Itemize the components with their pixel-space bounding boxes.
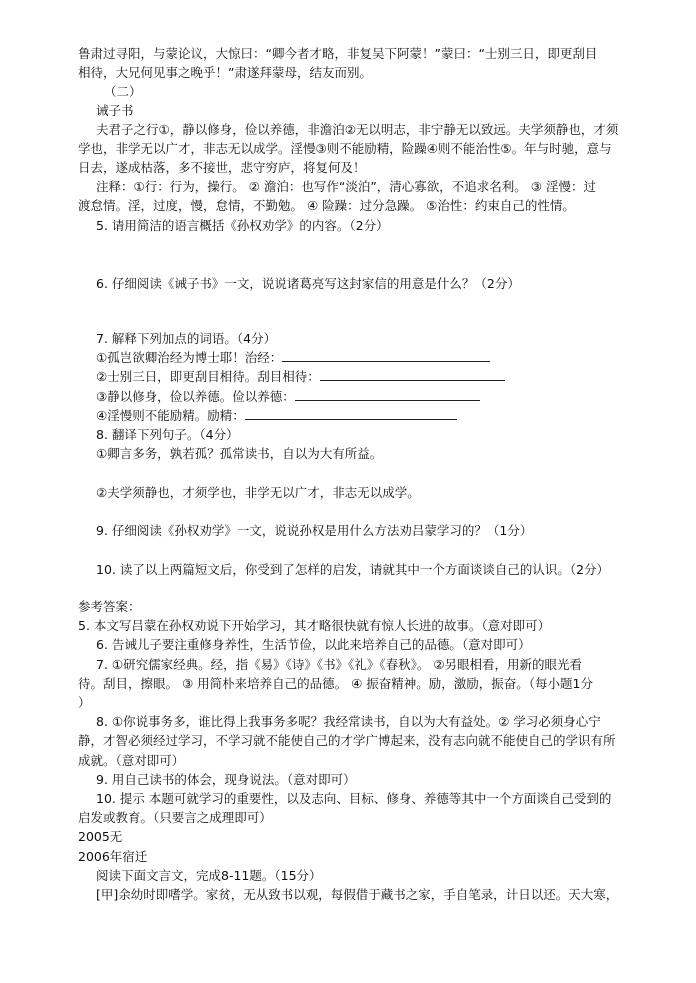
- question-7-item-1: [96, 348, 656, 367]
- answer-6: 6. 告诫儿子要注重修身养性，生活节俭，以此来培养自己的品德。（意对即可）: [96, 637, 531, 652]
- text-line: 相待，大兄何见事之晚乎！”肃遂拜蒙母，结友而别。: [78, 65, 372, 80]
- item-text: ④淫慢则不能励精。励精：: [96, 408, 245, 423]
- answer-10: 10. 提示 本题可就学习的重要性，以及志向、目标、修身、养德等其中一个方面谈自己受到的: [96, 791, 612, 806]
- answer-blank: [295, 388, 480, 401]
- text-line: 鲁肃过寻阳，与蒙论议，大惊曰：“卿今者才略，非复吴下阿蒙！”蒙曰：“士别三日，即更刮目: [78, 46, 598, 61]
- item-text: ①孤岂欲卿治经为博士耶！治经：: [96, 350, 283, 365]
- annotation-line: 渡怠情。淫，过度，慢，怠情，不勤勉。 ④ 险躁：过分急躁。 ⑤治性：约束自己的性情。: [78, 198, 575, 213]
- answer-8-cont: 成就。（意对即可）: [78, 753, 185, 768]
- answer-7-cont: 待。刮目，擦眼。 ③ 用简朴来培养自己的品德。 ④ 振奋精神。励，激励，振奋。（每小题1分: [78, 676, 594, 691]
- text-line: 学也，非学无以广才，非志无以成学。淫慢③则不能励精，险躁④则不能治性⑤。年与时驰，意与: [78, 141, 612, 156]
- question-7-item-3: [96, 387, 656, 406]
- text-line: [甲]余幼时即嗜学。家贫，无从致书以观，每假借于藏书之家，手自笔录，计日以还。天大寒，: [96, 887, 619, 902]
- year-heading: 2005无: [78, 829, 123, 844]
- question-10: 10. 读了以上两篇短文后，你受到了怎样的启发，请就其中一个方面谈谈自己的认识。（2分）: [96, 562, 610, 577]
- answer-10-cont: 启发或教育。（只要言之成理即可）: [78, 810, 272, 825]
- answer-blank: [282, 349, 490, 362]
- text-line: 日去，遂成枯落，多不接世，悲守穷庐，将复何及！: [78, 160, 366, 175]
- item-text: ③静以修身，俭以养德。俭以养德：: [96, 389, 295, 404]
- question-5: 5. 请用简洁的语言概括《孙权劝学》的内容。（2分）: [96, 218, 389, 233]
- year-heading: 2006年宿迁: [78, 849, 148, 864]
- section-title: 诫子书: [96, 103, 134, 118]
- answer-blank: [245, 407, 457, 420]
- reading-instruction: 阅读下面文言文，完成8-11题。（15分）: [96, 868, 322, 883]
- question-6: 6. 仔细阅读《诫子书》一文，说说诸葛亮写这封家信的用意是什么？（2分）: [96, 276, 520, 291]
- answer-5: 5. 本文写吕蒙在孙权劝说下开始学习，其才略很快就有惊人长进的故事。（意对即可）: [78, 618, 551, 633]
- annotation-line: 注释：①行：行为，操行。 ② 澹泊：也写作“淡泊”，清心寡欲，不追求名利。 ③ 淫慢：过: [96, 179, 596, 194]
- question-7-item-4: [96, 406, 656, 425]
- answer-7: 7. ①研究儒家经典。经，指《易》《诗》《书》《礼》《春秋》。 ②另眼相看，用新的眼光看: [96, 657, 583, 672]
- answers-heading: 参考答案：: [78, 599, 141, 614]
- answer-7-cont: ）: [78, 695, 91, 710]
- question-8-item-2: ②夫学须静也，才须学也，非学无以广才，非志无以成学。: [96, 485, 420, 500]
- question-7: 7. 解释下列加点的词语。（4分）: [96, 331, 277, 346]
- answer-9: 9. 用自己读书的体会，现身说法。（意对即可）: [96, 772, 356, 787]
- answer-blank: [320, 368, 505, 381]
- section-number: （二）: [104, 84, 142, 99]
- question-7-item-2: [96, 367, 656, 386]
- text-line: 夫君子之行①，静以修身，俭以养德，非澹泊②无以明志，非宁静无以致远。夫学须静也，才须: [96, 122, 619, 137]
- question-9: 9. 仔细阅读《孙权劝学》一文，说说孙权是用什么方法劝吕蒙学习的？（1分）: [96, 523, 533, 538]
- item-text: ②士别三日，即更刮目相待。刮目相待：: [96, 369, 320, 384]
- question-8-item-1: ①卿言多务，孰若孤？孤常读书，自以为大有所益。: [96, 446, 383, 461]
- answer-8: 8. ①你说事务多，谁比得上我事务多呢？我经常读书，自以为大有益处。② 学习必须身心宁: [96, 714, 601, 729]
- question-8: 8. 翻译下列句子。（4分）: [96, 427, 239, 442]
- answer-8-cont: 静，才智必须经过学习，不学习就不能使自己的才学广博起来，没有志向就不能使自己的学识有所: [78, 733, 616, 748]
